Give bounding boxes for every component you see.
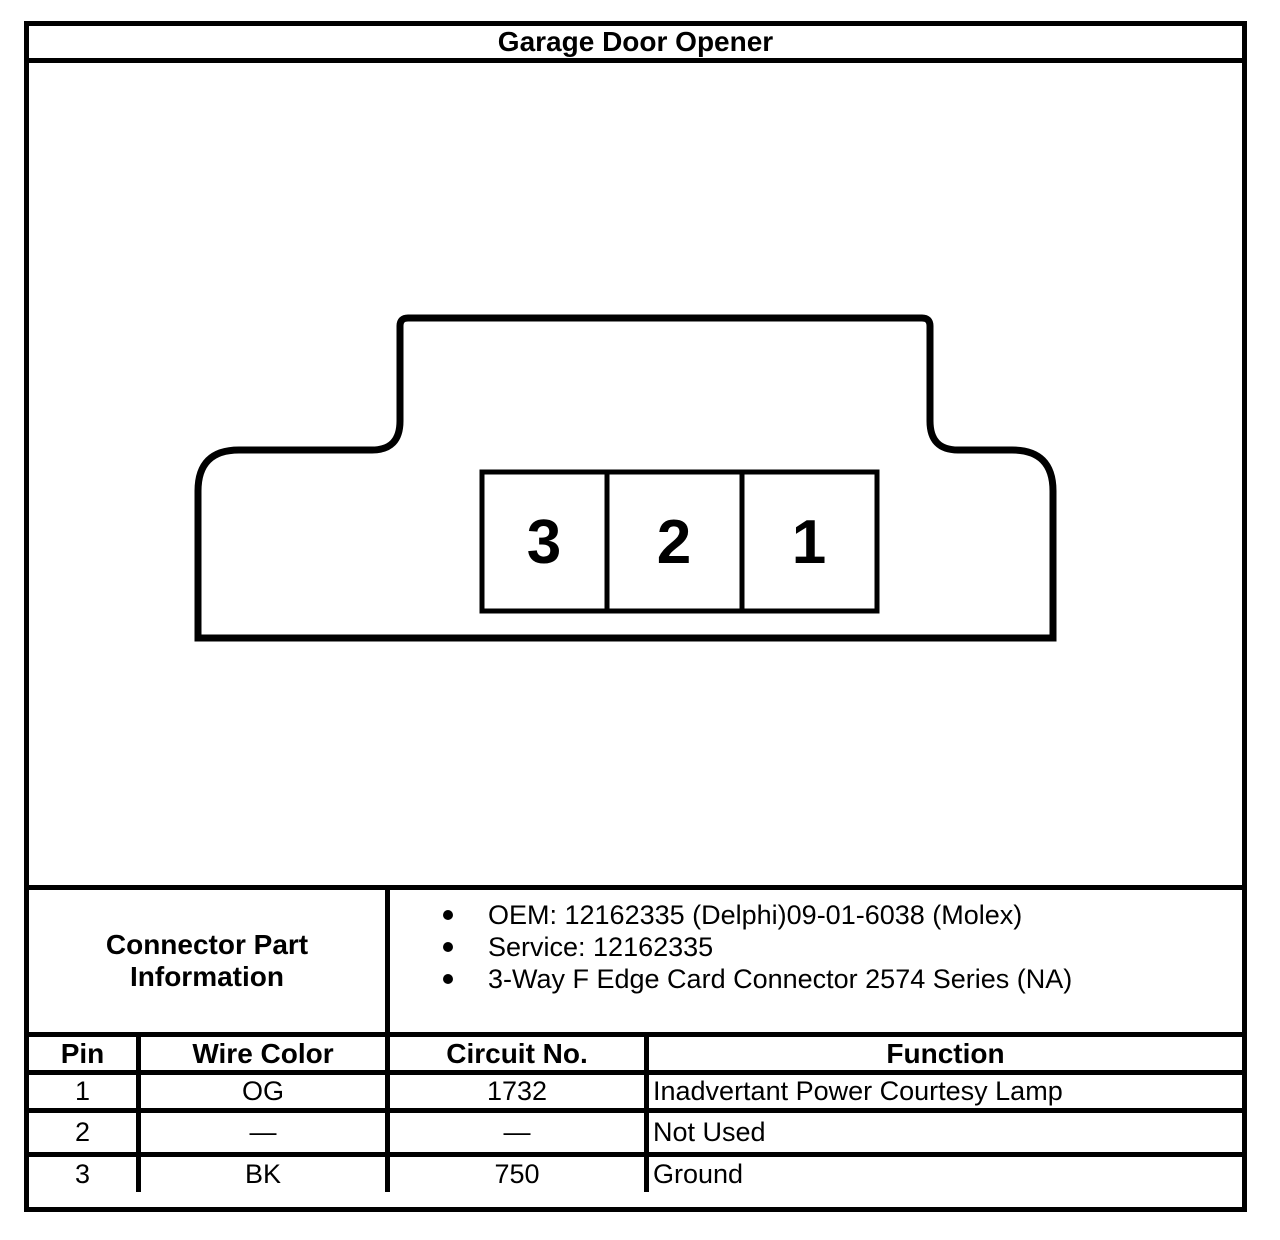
header-wire-color: Wire Color <box>141 1037 390 1070</box>
table-row <box>29 1113 1242 1157</box>
cell-circuit-no: — <box>390 1113 649 1152</box>
pin-number-1: 1 <box>791 508 827 577</box>
cell-circuit-no: 750 <box>390 1157 649 1192</box>
part-info-series: 3-Way F Edge Card Connector 2574 Series (NA) <box>488 963 1073 994</box>
cell-wire-color: OG <box>141 1075 390 1108</box>
header-function: Function <box>886 1037 1005 1069</box>
title-bar <box>29 26 1242 63</box>
cell-function: Ground <box>653 1159 744 1189</box>
connector-sheet <box>24 21 1247 1212</box>
header-circuit-no: Circuit No. <box>390 1037 649 1070</box>
cell-pin: 3 <box>29 1157 141 1192</box>
part-info-details-cell <box>390 890 1242 1032</box>
cell-function: Inadvertant Power Courtesy Lamp <box>653 1076 1063 1106</box>
list-item <box>390 899 1242 931</box>
pin-number-3: 3 <box>526 508 562 577</box>
connector-part-info-row <box>29 890 1242 1037</box>
cell-wire-color: BK <box>141 1157 390 1192</box>
table-row <box>29 1157 1242 1192</box>
cell-wire-color: — <box>141 1113 390 1152</box>
pin-number-2: 2 <box>656 508 692 577</box>
connector-face-diagram <box>29 63 1242 890</box>
header-pin: Pin <box>29 1037 141 1070</box>
part-info-service: Service: 12162335 <box>488 931 714 962</box>
table-row <box>29 1075 1242 1113</box>
bullet-icon <box>443 910 453 920</box>
diagram-area <box>29 63 1242 890</box>
page-title: Garage Door Opener <box>497 26 774 57</box>
bullet-icon <box>443 974 453 984</box>
cell-function: Not Used <box>653 1117 766 1147</box>
list-item <box>390 931 1242 963</box>
part-info-oem: OEM: 12162335 (Delphi)09-01-6038 (Molex) <box>488 899 1023 930</box>
cell-circuit-no: 1732 <box>390 1075 649 1108</box>
pin-table-header-row <box>29 1037 1242 1075</box>
list-item <box>390 963 1242 995</box>
bullet-icon <box>443 942 453 952</box>
cell-pin: 1 <box>29 1075 141 1108</box>
part-info-header-cell <box>29 890 390 1032</box>
cell-pin: 2 <box>29 1113 141 1152</box>
part-info-label: Connector Part Information <box>105 929 309 992</box>
